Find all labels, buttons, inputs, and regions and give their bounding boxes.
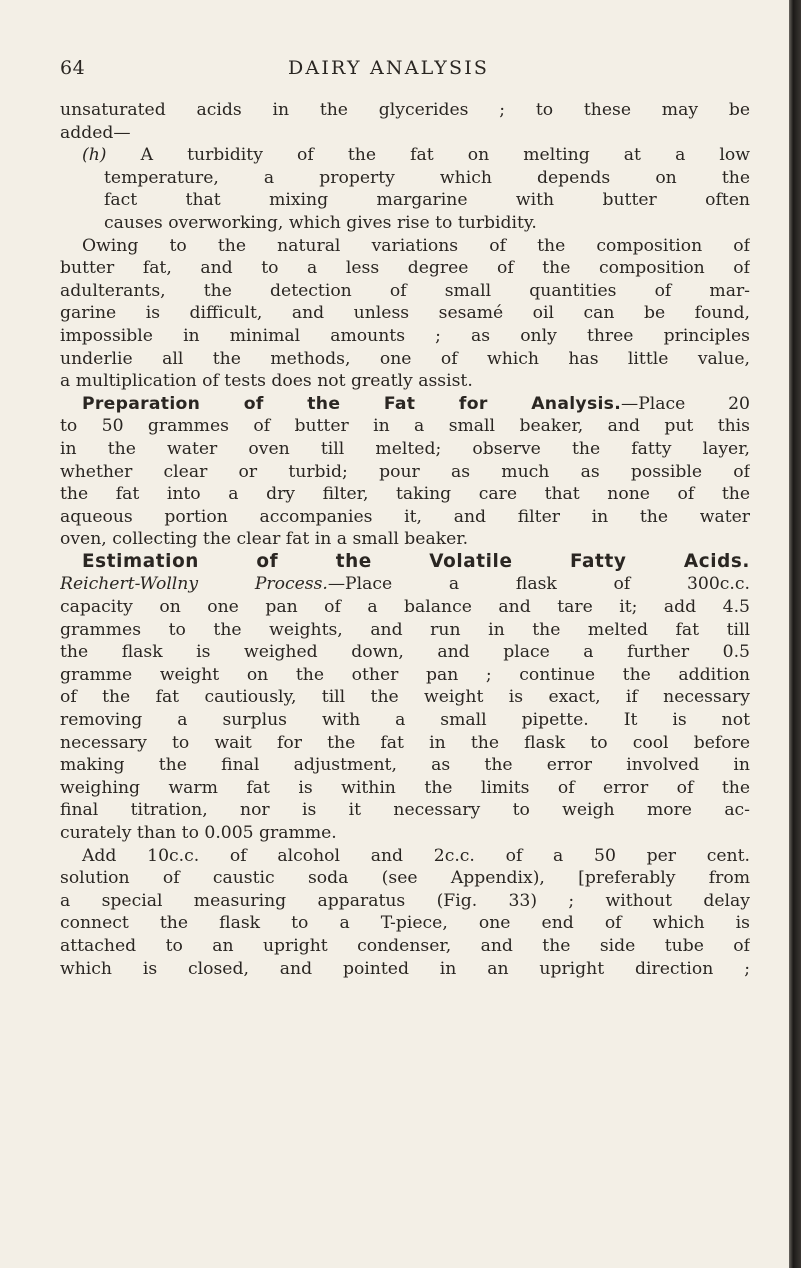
text-line: final titration, nor is it necessary to weigh more ac- (60, 800, 750, 821)
text-line: necessary to wait for the fat in the flask to cool before (60, 732, 750, 753)
text-line: garine is difficult, and unless sesamé oil can be found, (60, 303, 750, 324)
running-head (0, 57, 789, 87)
text-line: aqueous portion accompanies it, and filter in the water (60, 506, 750, 527)
text-line: —Place a flask of 300c.c. (327, 574, 750, 595)
text-line: curately than to 0.005 gramme. (60, 823, 337, 843)
text-line: —Place 20 (621, 393, 750, 414)
text-line: solution of caustic soda (see Appendix), [preferably from (60, 868, 750, 889)
text-line: causes overworking, which gives rise to turbidity. (104, 212, 537, 233)
text-line: in the water oven till melted; observe the fatty layer, (60, 438, 750, 459)
text-line: oven, collecting the clear fat in a small beaker. (60, 529, 469, 550)
body-text (60, 99, 750, 980)
text-line: fact that mixing margarine with butter often (104, 190, 750, 211)
text-line: whether clear or turbid; pour as much as possible of (60, 461, 750, 482)
text-line: weighing warm fat is within the limits of error of the (60, 777, 750, 798)
text-line: a special measuring apparatus (Fig. 33) ; without delay (60, 890, 750, 911)
text-line: impossible in minimal amounts ; as only three principles (60, 325, 750, 346)
text-line: temperature, a property which depends on the (104, 167, 750, 188)
text-line: added— (60, 122, 131, 143)
text-line: the flask is weighed down, and place a further 0.5 (60, 642, 750, 663)
process-name: Reichert-Wollny Process. (60, 574, 328, 595)
text-line: to 50 grammes of butter in a small beaker, and put this (60, 416, 750, 437)
page-number: 64 (60, 57, 86, 79)
text-line: a multiplication of tests does not greatly assist. (60, 371, 473, 392)
text-line: underlie all the methods, one of which has little value, (60, 348, 750, 369)
item-label: (h) (82, 145, 107, 166)
text-line: grammes to the weights, and run in the melted fat till (60, 619, 750, 640)
text-line: A turbidity of the fat on melting at a low (140, 145, 750, 166)
text-line: unsaturated acids in the glycerides ; to these may be (60, 100, 750, 120)
text-line: making the final adjustment, as the error involved in (60, 755, 750, 776)
text-line: gramme weight on the other pan ; continue the addition (60, 664, 750, 685)
text-line: which is closed, and pointed in an upright direction ; (60, 958, 750, 979)
text-line: the fat into a dry filter, taking care that none of the (60, 484, 750, 505)
text-line: Add 10c.c. of alcohol and 2c.c. of a 50 per cent. (82, 845, 750, 866)
text-line: connect the flask to a T-piece, one end of which is (60, 913, 750, 934)
text-line: attached to an upright condenser, and the side tube of (60, 935, 750, 956)
running-title: DAIRY ANALYSIS (288, 57, 490, 79)
text-line: Owing to the natural variations of the composition of (82, 235, 750, 256)
text-line: butter fat, and to a less degree of the composition of (60, 258, 750, 279)
text-line: removing a surplus with a small pipette. It is not (60, 710, 750, 731)
reichert-wollny-paragraph-start (60, 573, 750, 596)
text-line: capacity on one pan of a balance and tare it; add 4.5 (60, 597, 750, 618)
text-line: adulterants, the detection of small quantities of mar- (60, 280, 750, 301)
section-heading-volatile-acids: Estimation of the Volatile Fatty Acids. (82, 550, 750, 572)
list-item-h (60, 144, 750, 167)
preparation-paragraph-start (60, 393, 750, 416)
section-heading-preparation: Preparation of the Fat for Analysis. (82, 393, 622, 414)
page-edge-shadow (789, 0, 801, 1268)
text-line: of the fat cautiously, till the weight is exact, if necessary (60, 687, 750, 708)
